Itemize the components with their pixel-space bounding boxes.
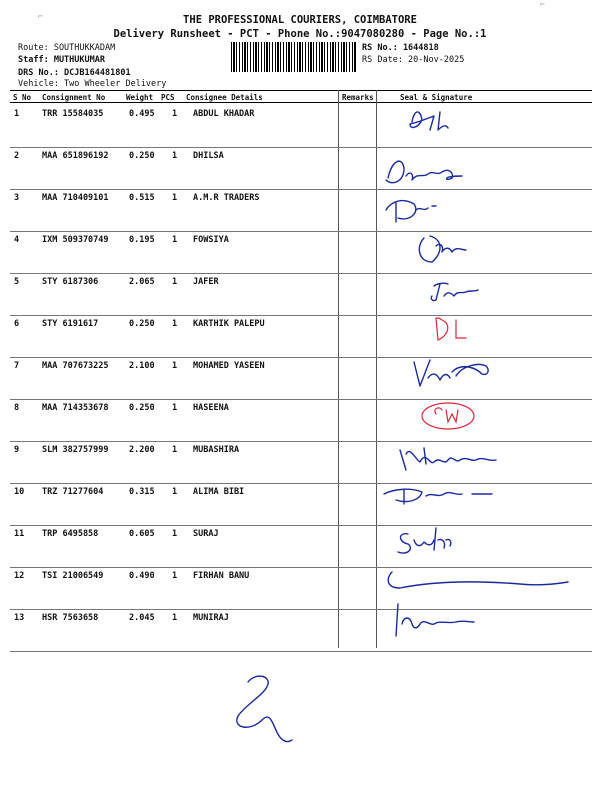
runsheet-subtitle: Delivery Runsheet - PCT - Phone No.:9047080280 - Page No.:1 (113, 28, 487, 40)
row-weight: 2.100 (129, 361, 155, 371)
col-pcs: PCS (161, 93, 175, 102)
row-consignment-no: MAA 710409101 (42, 193, 109, 203)
col-remarks: Remarks (342, 93, 374, 102)
route-text: Route: SOUTHUKKADAM (18, 43, 116, 53)
col-sno: S No (13, 93, 32, 102)
signature-row-9 (400, 448, 496, 470)
signature-row-3 (386, 201, 436, 222)
row-sno: 6 (14, 319, 20, 329)
row-consignee: ABDUL KHADAR (193, 109, 255, 119)
col-consignee: Consignee Details (186, 93, 263, 102)
row-sno: 7 (14, 361, 20, 371)
row-sno: 3 (14, 193, 20, 203)
row-consignment-no: MAA 651896192 (42, 151, 109, 161)
row-weight: 0.605 (129, 529, 155, 539)
row-sno: 5 (14, 277, 20, 287)
row-sno: 8 (14, 403, 20, 413)
row-consignee: FIRHAN BANU (193, 571, 250, 581)
row-consignee: DHILSA (193, 151, 224, 161)
scan-mark: ⌐ (540, 0, 545, 9)
row-consignee: FOWSIYA (193, 235, 229, 245)
row-weight: 0.315 (129, 487, 155, 497)
vehicle-text: Vehicle: Two Wheeler Delivery (18, 79, 167, 89)
row-sno: 4 (14, 235, 20, 245)
row-consignee: MOHAMED YASEEN (193, 361, 265, 371)
row-weight: 0.495 (129, 109, 155, 119)
row-pcs: 1 (172, 613, 178, 623)
row-pcs: 1 (172, 445, 178, 455)
col-weight: Weight (126, 93, 154, 102)
row-pcs: 1 (172, 319, 178, 329)
row-sno: 2 (14, 151, 20, 161)
row-sno: 11 (14, 529, 25, 539)
row-pcs: 1 (172, 151, 178, 161)
row-consignment-no: STY 6187306 (42, 277, 99, 287)
signature-row-5 (431, 283, 478, 300)
signature-row-1 (410, 112, 448, 130)
row-sno: 13 (14, 613, 25, 623)
row-pcs: 1 (172, 193, 178, 203)
row-consignment-no: MAA 707673225 (42, 361, 109, 371)
rs-number: RS No.: 1644818 (362, 43, 439, 53)
signature-row-8 (422, 403, 474, 429)
row-sno: 10 (14, 487, 25, 497)
rs-date: RS Date: 20-Nov-2025 (362, 55, 465, 65)
row-consignee: A.M.R TRADERS (193, 193, 260, 203)
row-consignee: KARTHIK PALEPU (193, 319, 265, 329)
row-consignment-no: HSR 7563658 (42, 613, 99, 623)
row-weight: 0.250 (129, 403, 155, 413)
col-seal-signature: Seal & Signature (400, 93, 473, 102)
drs-number: DRS No.: DCJB164481801 (18, 68, 131, 78)
row-weight: 0.195 (129, 235, 155, 245)
row-pcs: 1 (172, 487, 178, 497)
signature-bottom (237, 676, 292, 741)
row-consignment-no: STY 6191617 (42, 319, 99, 329)
row-weight: 0.250 (129, 151, 155, 161)
signature-row-12 (388, 572, 568, 588)
row-pcs: 1 (172, 109, 178, 119)
row-consignment-no: SLM 382757999 (42, 445, 109, 455)
row-sno: 1 (14, 109, 20, 119)
row-pcs: 1 (172, 235, 178, 245)
signature-row-13 (396, 604, 474, 636)
row-weight: 0.490 (129, 571, 155, 581)
row-weight: 2.200 (129, 445, 155, 455)
row-pcs: 1 (172, 571, 178, 581)
row-pcs: 1 (172, 361, 178, 371)
row-pcs: 1 (172, 403, 178, 413)
col-consignment: Consignment No (42, 93, 106, 102)
row-pcs: 1 (172, 529, 178, 539)
row-consignment-no: TRZ 71277604 (42, 487, 104, 497)
row-sno: 12 (14, 571, 25, 581)
row-consignment-no: TSI 21006549 (42, 571, 104, 581)
signature-row-6 (436, 318, 466, 340)
row-pcs: 1 (172, 277, 178, 287)
row-consignment-no: MAA 714353678 (42, 403, 109, 413)
staff-text: Staff: MUTHUKUMAR (18, 55, 105, 65)
row-weight: 0.250 (129, 319, 155, 329)
row-consignment-no: TRR 15584035 (42, 109, 104, 119)
signature-row-4 (419, 236, 466, 262)
row-weight: 2.065 (129, 277, 155, 287)
signature-row-2 (386, 161, 462, 183)
company-title: THE PROFESSIONAL COURIERS, COIMBATORE (183, 14, 417, 26)
row-sno: 9 (14, 445, 20, 455)
signature-row-11 (398, 528, 451, 553)
row-consignee: ALIMA BIBI (193, 487, 245, 497)
signature-row-10 (384, 489, 492, 504)
row-consignee: SURAJ (193, 529, 219, 539)
row-consignment-no: IXM 509370749 (42, 235, 109, 245)
row-consignee: HASEENA (193, 403, 229, 413)
row-weight: 2.045 (129, 613, 155, 623)
signature-row-7 (414, 360, 488, 386)
scan-mark: ⌐ (38, 12, 43, 21)
row-consignee: MUNIRAJ (193, 613, 229, 623)
row-consignee: MUBASHIRA (193, 445, 240, 455)
row-consignment-no: TRP 6495858 (42, 529, 99, 539)
row-consignee: JAFER (193, 277, 219, 287)
row-weight: 0.515 (129, 193, 155, 203)
